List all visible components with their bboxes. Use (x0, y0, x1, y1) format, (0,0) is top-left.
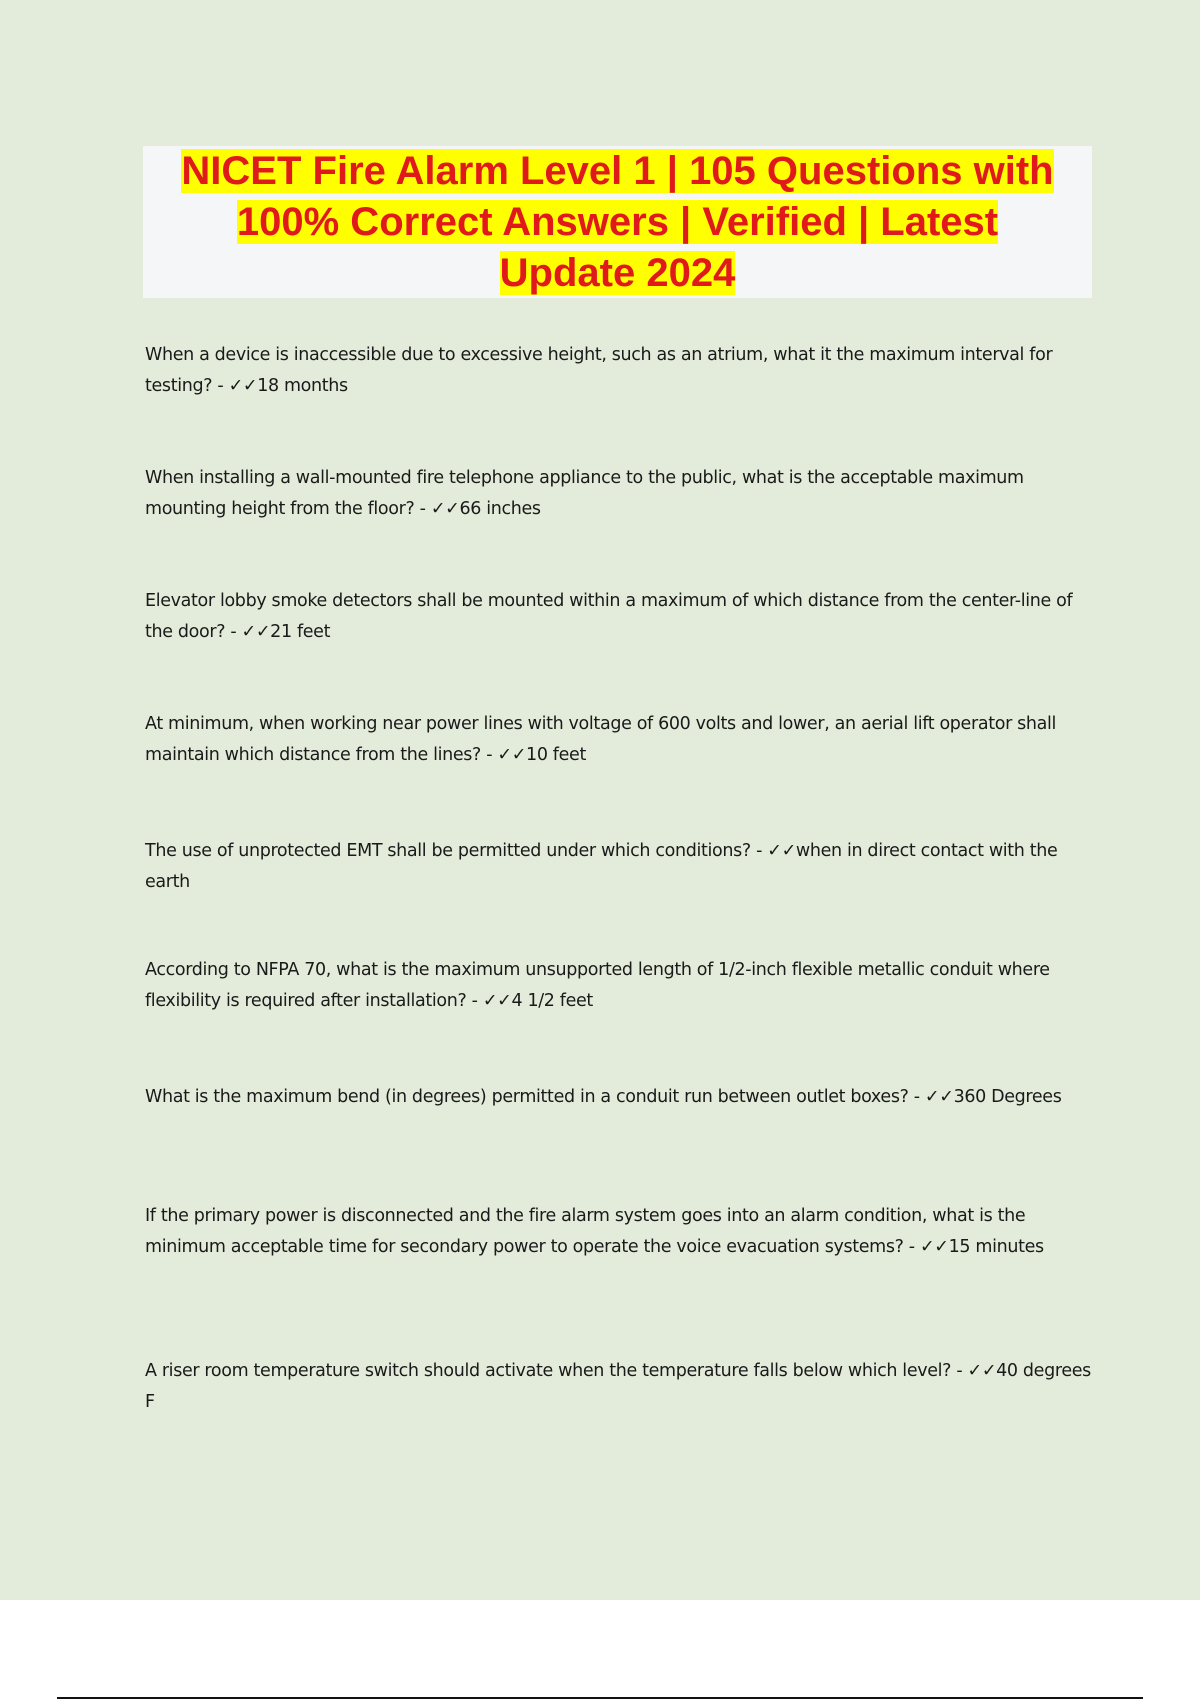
qa-question: When a device is inaccessible due to excessive height, such as an atrium, what it the maximum interval for testing? (145, 345, 1053, 396)
qa-item (145, 709, 1095, 771)
qa-question: According to NFPA 70, what is the maximum unsupported length of 1/2-inch flexible metallic conduit where flexibility is required after installation? (145, 960, 1050, 1011)
qa-item (145, 836, 1095, 898)
double-checkmark-icon: ✓✓ (767, 841, 796, 861)
qa-answer: 15 minutes (948, 1237, 1044, 1257)
qa-question: At minimum, when working near power lines with voltage of 600 volts and lower, an aerial lift operator shall maintain which distance from the lines? (145, 714, 1057, 765)
double-checkmark-icon: ✓✓ (497, 745, 527, 765)
double-checkmark-icon: ✓✓ (241, 622, 271, 642)
qa-answer: 40 degrees F (145, 1361, 1091, 1412)
qa-separator: - (225, 622, 242, 642)
qa-question: What is the maximum bend (in degrees) permitted in a conduit run between outlet boxes? (145, 1087, 909, 1107)
qa-question: A riser room temperature switch should activate when the temperature falls below which level? (145, 1361, 952, 1381)
document-title: NICET Fire Alarm Level 1 | 105 Questions with 100% Correct Answers | Verified | Latest Update 2024 (181, 149, 1054, 295)
qa-item (145, 1082, 1095, 1113)
qa-question: Elevator lobby smoke detectors shall be mounted within a maximum of which distance from the center-line of the door? (145, 591, 1073, 642)
qa-question: If the primary power is disconnected and the fire alarm system goes into an alarm condition, what is the minimum acceptable time for secondary power to operate the voice evacuation systems? (145, 1206, 1026, 1257)
qa-answer: 21 feet (270, 622, 331, 642)
qa-item (145, 955, 1095, 1017)
double-checkmark-icon: ✓✓ (482, 991, 512, 1011)
qa-question: The use of unprotected EMT shall be permitted under which conditions? (145, 841, 751, 861)
qa-separator: - (212, 376, 229, 396)
qa-separator: - (466, 991, 483, 1011)
footer-divider (57, 1697, 1143, 1699)
qa-item (145, 586, 1095, 648)
qa-item (145, 463, 1095, 525)
double-checkmark-icon: ✓✓ (924, 1087, 954, 1107)
title-box (143, 146, 1092, 298)
qa-separator: - (908, 1087, 925, 1107)
qa-answer: 4 1/2 feet (511, 991, 593, 1011)
qa-answer: 10 feet (526, 745, 586, 765)
qa-separator: - (414, 499, 431, 519)
qa-answer: 66 inches (459, 499, 541, 519)
qa-answer: 360 Degrees (953, 1087, 1062, 1107)
qa-item (145, 340, 1095, 402)
double-checkmark-icon: ✓✓ (430, 499, 460, 519)
double-checkmark-icon: ✓✓ (919, 1237, 949, 1257)
qa-answer: when in direct contact with the earth (145, 841, 1058, 892)
qa-item (145, 1201, 1095, 1263)
qa-separator: - (951, 1361, 968, 1381)
qa-question: When installing a wall-mounted fire telephone appliance to the public, what is the acceptable maximum mounting height from the floor? (145, 468, 1024, 519)
qa-separator: - (481, 745, 498, 765)
qa-separator: - (903, 1237, 920, 1257)
qa-separator: - (750, 841, 768, 861)
double-checkmark-icon: ✓✓ (967, 1361, 997, 1381)
double-checkmark-icon: ✓✓ (228, 376, 258, 396)
qa-item (145, 1356, 1095, 1418)
qa-answer: 18 months (257, 376, 348, 396)
